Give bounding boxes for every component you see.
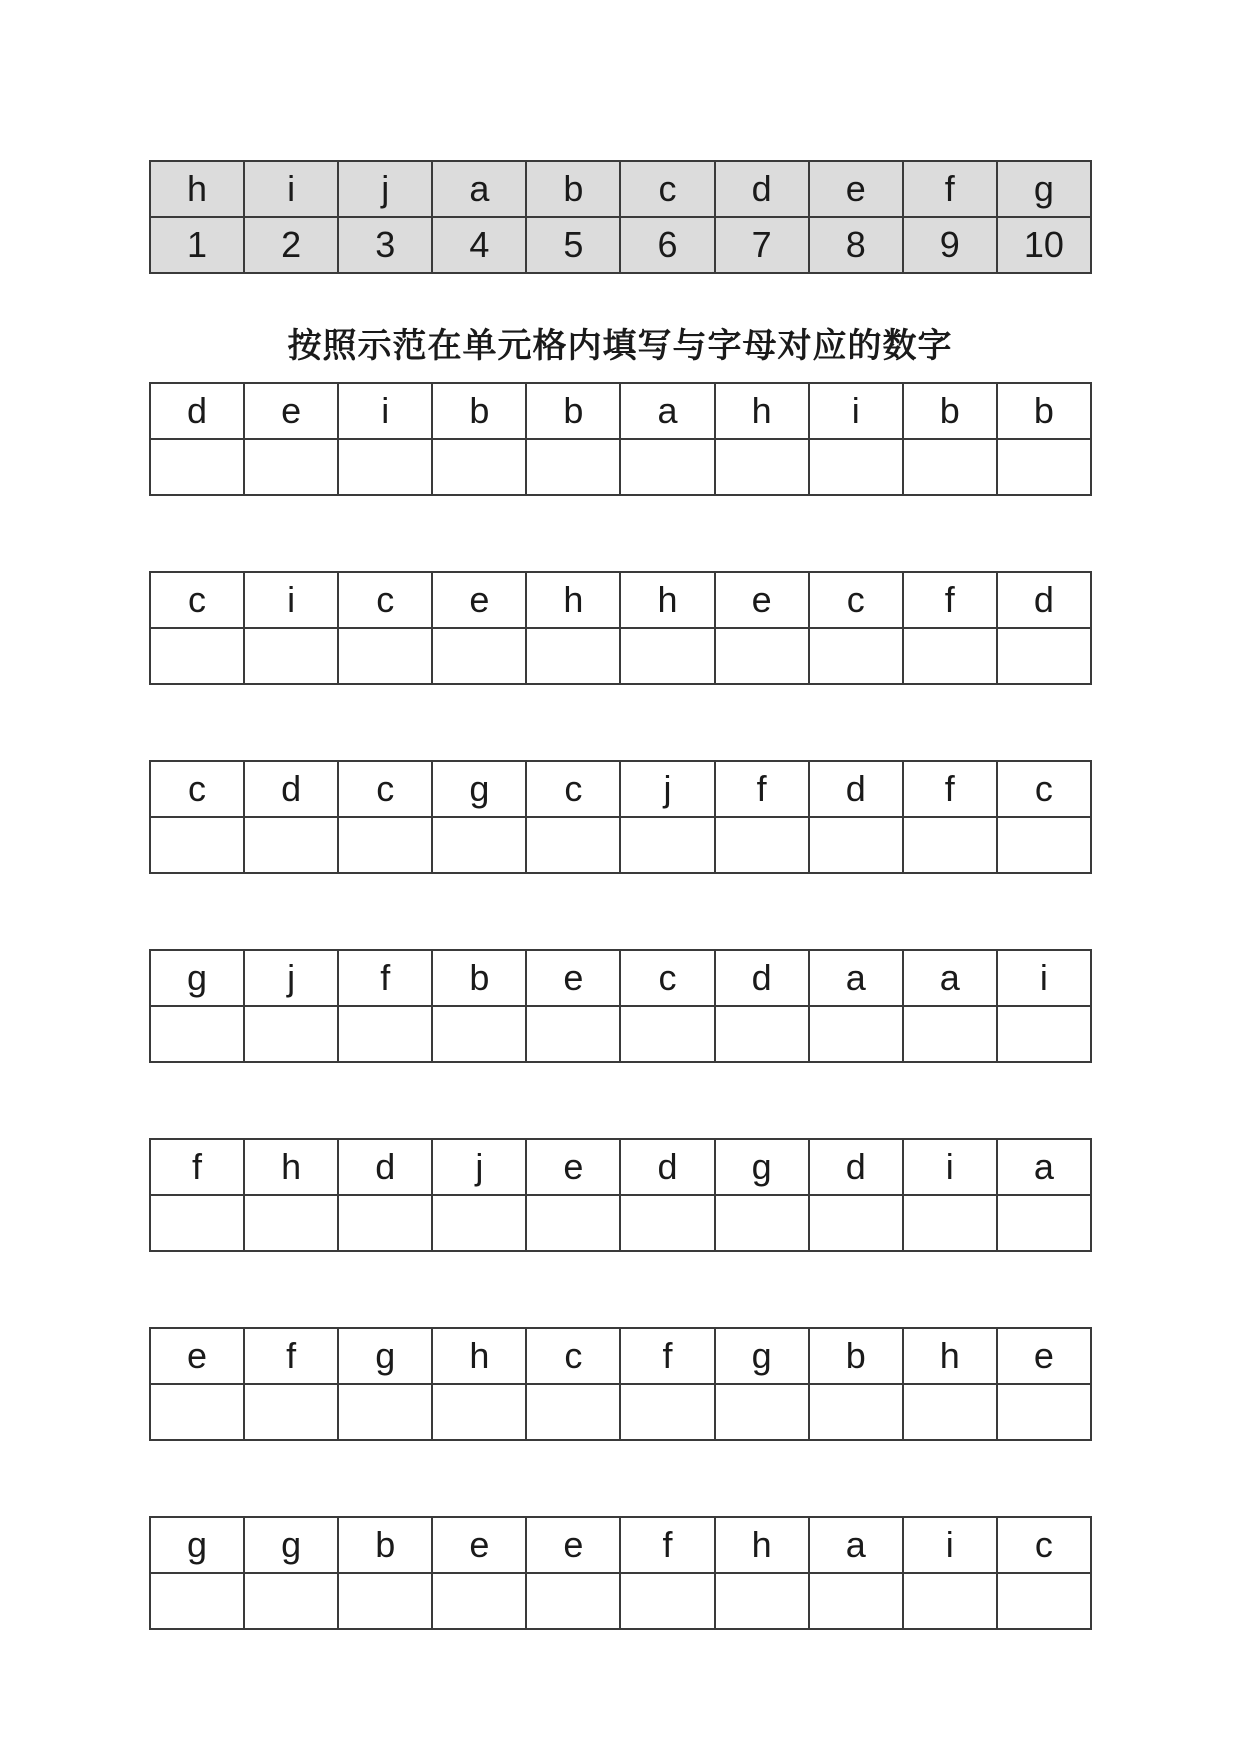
exercise-letter-cell: i bbox=[903, 1517, 997, 1573]
exercise-letter-cell: h bbox=[432, 1328, 526, 1384]
exercise-letter-cell: c bbox=[997, 1517, 1091, 1573]
exercise-letter-cell: b bbox=[997, 383, 1091, 439]
key-number-cell: 1 bbox=[150, 217, 244, 273]
answer-blank-cell[interactable] bbox=[432, 1384, 526, 1440]
exercise-letter-cell: g bbox=[338, 1328, 432, 1384]
answer-blank-cell[interactable] bbox=[715, 439, 809, 495]
answer-blank-cell[interactable] bbox=[997, 1573, 1091, 1629]
answer-blank-cell[interactable] bbox=[715, 1195, 809, 1251]
exercise-letter-cell: c bbox=[150, 572, 244, 628]
answer-blank-cell[interactable] bbox=[526, 1573, 620, 1629]
answer-blank-cell[interactable] bbox=[526, 1195, 620, 1251]
answer-blank-cell[interactable] bbox=[809, 1384, 903, 1440]
exercise-table bbox=[149, 382, 1092, 496]
key-letter-cell: f bbox=[903, 161, 997, 217]
answer-blank-cell[interactable] bbox=[715, 628, 809, 684]
exercise-letter-cell: a bbox=[997, 1139, 1091, 1195]
answer-blank-cell[interactable] bbox=[526, 628, 620, 684]
key-letter-cell: d bbox=[715, 161, 809, 217]
key-letter-cell: c bbox=[620, 161, 714, 217]
answer-blank-cell[interactable] bbox=[809, 1006, 903, 1062]
answer-blank-cell[interactable] bbox=[715, 1573, 809, 1629]
answer-blank-cell[interactable] bbox=[432, 1573, 526, 1629]
answer-blank-cell[interactable] bbox=[338, 1006, 432, 1062]
key-letter-cell: b bbox=[526, 161, 620, 217]
answer-blank-cell[interactable] bbox=[903, 1195, 997, 1251]
answer-blank-cell[interactable] bbox=[338, 1573, 432, 1629]
answer-blank-cell[interactable] bbox=[997, 439, 1091, 495]
exercise-letter-cell: e bbox=[715, 572, 809, 628]
exercise-answer-row bbox=[150, 1573, 1091, 1629]
answer-blank-cell[interactable] bbox=[244, 1195, 338, 1251]
exercise-letter-cell: d bbox=[997, 572, 1091, 628]
exercise-table bbox=[149, 760, 1092, 874]
exercise-table bbox=[149, 571, 1092, 685]
answer-blank-cell[interactable] bbox=[432, 628, 526, 684]
answer-blank-cell[interactable] bbox=[997, 1195, 1091, 1251]
exercise-letter-cell: c bbox=[997, 761, 1091, 817]
answer-blank-cell[interactable] bbox=[150, 1195, 244, 1251]
exercise-letter-cell: g bbox=[432, 761, 526, 817]
key-number-cell: 8 bbox=[809, 217, 903, 273]
key-letter-cell: i bbox=[244, 161, 338, 217]
exercise-letter-cell: c bbox=[526, 761, 620, 817]
exercise-letter-cell: h bbox=[526, 572, 620, 628]
answer-blank-cell[interactable] bbox=[903, 439, 997, 495]
exercise-letter-cell: d bbox=[338, 1139, 432, 1195]
exercise-letter-cell: a bbox=[620, 383, 714, 439]
answer-blank-cell[interactable] bbox=[150, 628, 244, 684]
exercise-letter-cell: c bbox=[150, 761, 244, 817]
exercise-letter-cell: g bbox=[715, 1139, 809, 1195]
key-letter-cell: a bbox=[432, 161, 526, 217]
exercise-letter-cell: j bbox=[432, 1139, 526, 1195]
exercise-letter-cell: e bbox=[526, 1517, 620, 1573]
answer-blank-cell[interactable] bbox=[338, 1195, 432, 1251]
answer-blank-cell[interactable] bbox=[526, 1006, 620, 1062]
answer-blank-cell[interactable] bbox=[244, 1006, 338, 1062]
exercise-letter-cell: d bbox=[244, 761, 338, 817]
exercise-letter-cell: e bbox=[526, 950, 620, 1006]
exercise-letter-cell: a bbox=[809, 1517, 903, 1573]
exercise-letter-row bbox=[150, 1517, 1091, 1573]
exercise-letter-cell: g bbox=[150, 1517, 244, 1573]
exercise-table bbox=[149, 1327, 1092, 1441]
answer-blank-cell[interactable] bbox=[809, 439, 903, 495]
exercise-letter-cell: f bbox=[150, 1139, 244, 1195]
answer-blank-cell[interactable] bbox=[150, 1573, 244, 1629]
exercise-letter-cell: e bbox=[997, 1328, 1091, 1384]
exercise-letter-cell: d bbox=[809, 1139, 903, 1195]
exercise-letter-row bbox=[150, 1139, 1091, 1195]
exercise-letter-cell: b bbox=[903, 383, 997, 439]
answer-blank-cell[interactable] bbox=[244, 628, 338, 684]
exercise-letter-cell: g bbox=[150, 950, 244, 1006]
exercise-letter-cell: d bbox=[620, 1139, 714, 1195]
answer-blank-cell[interactable] bbox=[526, 1384, 620, 1440]
answer-blank-cell[interactable] bbox=[620, 628, 714, 684]
exercise-letter-cell: e bbox=[432, 1517, 526, 1573]
answer-blank-cell[interactable] bbox=[526, 439, 620, 495]
exercise-letter-cell: i bbox=[997, 950, 1091, 1006]
exercise-letter-row bbox=[150, 383, 1091, 439]
key-letter-cell: e bbox=[809, 161, 903, 217]
answer-blank-cell[interactable] bbox=[150, 1384, 244, 1440]
exercise-letter-cell: d bbox=[809, 761, 903, 817]
exercise-letter-cell: f bbox=[620, 1328, 714, 1384]
exercise-letter-cell: h bbox=[715, 383, 809, 439]
answer-blank-cell[interactable] bbox=[903, 1573, 997, 1629]
key-number-cell: 3 bbox=[338, 217, 432, 273]
exercise-letter-row bbox=[150, 950, 1091, 1006]
key-letter-cell: h bbox=[150, 161, 244, 217]
exercise-letter-cell: c bbox=[338, 572, 432, 628]
exercise-letter-cell: b bbox=[526, 383, 620, 439]
exercise-letter-cell: h bbox=[903, 1328, 997, 1384]
answer-blank-cell[interactable] bbox=[338, 439, 432, 495]
exercise-letter-cell: b bbox=[338, 1517, 432, 1573]
answer-blank-cell[interactable] bbox=[903, 1384, 997, 1440]
key-number-cell: 6 bbox=[620, 217, 714, 273]
answer-blank-cell[interactable] bbox=[620, 817, 714, 873]
answer-blank-cell[interactable] bbox=[620, 439, 714, 495]
exercise-letter-cell: b bbox=[432, 383, 526, 439]
answer-blank-cell[interactable] bbox=[715, 817, 809, 873]
exercise-letter-cell: g bbox=[244, 1517, 338, 1573]
answer-blank-cell[interactable] bbox=[432, 1195, 526, 1251]
exercise-letter-cell: f bbox=[903, 572, 997, 628]
exercise-letter-cell: e bbox=[432, 572, 526, 628]
key-letter-cell: g bbox=[997, 161, 1091, 217]
answer-blank-cell[interactable] bbox=[997, 1384, 1091, 1440]
answer-blank-cell[interactable] bbox=[338, 628, 432, 684]
key-table bbox=[149, 160, 1092, 274]
exercise-letter-cell: f bbox=[244, 1328, 338, 1384]
answer-blank-cell[interactable] bbox=[903, 1006, 997, 1062]
exercise-answer-row bbox=[150, 628, 1091, 684]
answer-blank-cell[interactable] bbox=[715, 1006, 809, 1062]
exercise-letter-cell: c bbox=[620, 950, 714, 1006]
exercise-answer-row bbox=[150, 817, 1091, 873]
answer-blank-cell[interactable] bbox=[809, 1573, 903, 1629]
answer-blank-cell[interactable] bbox=[244, 1573, 338, 1629]
answer-blank-cell[interactable] bbox=[997, 817, 1091, 873]
answer-blank-cell[interactable] bbox=[432, 1006, 526, 1062]
exercise-letter-row bbox=[150, 761, 1091, 817]
exercise-letter-cell: g bbox=[715, 1328, 809, 1384]
answer-blank-cell[interactable] bbox=[715, 1384, 809, 1440]
answer-blank-cell[interactable] bbox=[620, 1573, 714, 1629]
exercise-letter-cell: e bbox=[244, 383, 338, 439]
answer-blank-cell[interactable] bbox=[150, 439, 244, 495]
exercise-letter-cell: d bbox=[715, 950, 809, 1006]
answer-blank-cell[interactable] bbox=[997, 628, 1091, 684]
exercise-answer-row bbox=[150, 439, 1091, 495]
exercise-letter-row bbox=[150, 1328, 1091, 1384]
exercise-letter-cell: i bbox=[903, 1139, 997, 1195]
exercise-letter-cell: a bbox=[809, 950, 903, 1006]
exercise-letter-cell: f bbox=[903, 761, 997, 817]
answer-blank-cell[interactable] bbox=[903, 628, 997, 684]
answer-blank-cell[interactable] bbox=[997, 1006, 1091, 1062]
exercise-letter-cell: f bbox=[338, 950, 432, 1006]
answer-blank-cell[interactable] bbox=[244, 439, 338, 495]
answer-blank-cell[interactable] bbox=[150, 1006, 244, 1062]
key-number-cell: 5 bbox=[526, 217, 620, 273]
exercise-letter-cell: c bbox=[526, 1328, 620, 1384]
exercise-letter-row bbox=[150, 572, 1091, 628]
exercise-letter-cell: c bbox=[338, 761, 432, 817]
key-number-cell: 10 bbox=[997, 217, 1091, 273]
exercise-letter-cell: i bbox=[809, 383, 903, 439]
exercise-letter-cell: h bbox=[620, 572, 714, 628]
answer-blank-cell[interactable] bbox=[620, 1006, 714, 1062]
key-letter-cell: j bbox=[338, 161, 432, 217]
key-letter-row bbox=[150, 161, 1091, 217]
exercise-answer-row bbox=[150, 1195, 1091, 1251]
answer-blank-cell[interactable] bbox=[903, 817, 997, 873]
answer-blank-cell[interactable] bbox=[244, 817, 338, 873]
exercise-letter-cell: h bbox=[715, 1517, 809, 1573]
exercise-letter-cell: i bbox=[338, 383, 432, 439]
key-number-cell: 9 bbox=[903, 217, 997, 273]
exercise-letter-cell: h bbox=[244, 1139, 338, 1195]
exercise-letter-cell: c bbox=[809, 572, 903, 628]
exercise-letter-cell: i bbox=[244, 572, 338, 628]
answer-blank-cell[interactable] bbox=[338, 1384, 432, 1440]
key-number-row bbox=[150, 217, 1091, 273]
answer-blank-cell[interactable] bbox=[809, 817, 903, 873]
exercise-letter-cell: d bbox=[150, 383, 244, 439]
answer-blank-cell[interactable] bbox=[620, 1384, 714, 1440]
answer-blank-cell[interactable] bbox=[620, 1195, 714, 1251]
answer-blank-cell[interactable] bbox=[432, 439, 526, 495]
answer-blank-cell[interactable] bbox=[526, 817, 620, 873]
answer-blank-cell[interactable] bbox=[809, 628, 903, 684]
exercise-table bbox=[149, 1138, 1092, 1252]
exercise-letter-cell: f bbox=[715, 761, 809, 817]
answer-blank-cell[interactable] bbox=[432, 817, 526, 873]
exercise-letter-cell: j bbox=[244, 950, 338, 1006]
key-number-cell: 7 bbox=[715, 217, 809, 273]
exercise-answer-row bbox=[150, 1384, 1091, 1440]
key-number-cell: 4 bbox=[432, 217, 526, 273]
exercise-letter-cell: b bbox=[809, 1328, 903, 1384]
exercise-table bbox=[149, 1516, 1092, 1630]
exercise-table bbox=[149, 949, 1092, 1063]
exercise-letter-cell: e bbox=[150, 1328, 244, 1384]
exercise-letter-cell: f bbox=[620, 1517, 714, 1573]
answer-blank-cell[interactable] bbox=[150, 817, 244, 873]
exercise-letter-cell: j bbox=[620, 761, 714, 817]
exercise-letter-cell: e bbox=[526, 1139, 620, 1195]
exercise-answer-row bbox=[150, 1006, 1091, 1062]
exercise-letter-cell: a bbox=[903, 950, 997, 1006]
answer-blank-cell[interactable] bbox=[244, 1384, 338, 1440]
answer-blank-cell[interactable] bbox=[338, 817, 432, 873]
answer-blank-cell[interactable] bbox=[809, 1195, 903, 1251]
instruction-text: 按照示范在单元格内填写与字母对应的数字 bbox=[287, 326, 953, 366]
exercise-letter-cell: b bbox=[432, 950, 526, 1006]
key-number-cell: 2 bbox=[244, 217, 338, 273]
